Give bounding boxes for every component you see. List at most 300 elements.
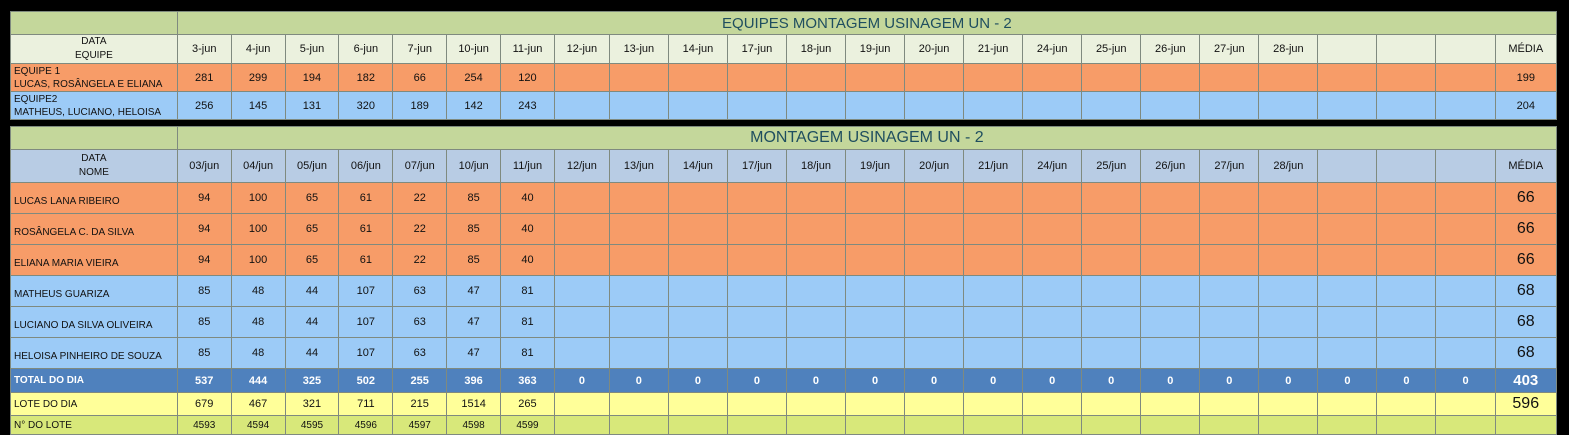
value-cell[interactable]: 0 (1377, 369, 1436, 393)
value-cell[interactable]: 0 (609, 369, 668, 393)
value-cell[interactable] (905, 183, 964, 214)
average-cell[interactable] (1495, 416, 1556, 435)
value-cell[interactable]: 0 (727, 369, 786, 393)
section-title[interactable]: EQUIPES MONTAGEM USINAGEM UN - 2 (177, 12, 1556, 35)
row-label-cell[interactable]: LOTE DO DIA (11, 393, 178, 416)
date-header-cell[interactable]: 21/jun (964, 150, 1023, 183)
value-cell[interactable]: 255 (393, 369, 447, 393)
value-cell[interactable] (1082, 245, 1141, 276)
value-cell[interactable] (1023, 338, 1082, 369)
value-cell[interactable] (668, 276, 727, 307)
value-cell[interactable] (1436, 338, 1495, 369)
team-label-cell[interactable] (11, 92, 178, 120)
value-cell[interactable] (1082, 276, 1141, 307)
value-cell[interactable]: 85 (447, 214, 501, 245)
value-cell[interactable] (1377, 183, 1436, 214)
value-cell[interactable]: 0 (905, 369, 964, 393)
value-cell[interactable] (1318, 416, 1377, 435)
value-cell[interactable] (1200, 307, 1259, 338)
value-cell[interactable] (1318, 214, 1377, 245)
date-header-cell[interactable]: 28-jun (1259, 35, 1318, 64)
value-cell[interactable] (727, 64, 786, 92)
value-cell[interactable] (1141, 393, 1200, 416)
value-cell[interactable]: 94 (177, 214, 231, 245)
average-cell[interactable]: 66 (1495, 214, 1556, 245)
value-cell[interactable] (1200, 416, 1259, 435)
value-cell[interactable] (554, 214, 609, 245)
date-header-cell[interactable]: 20-jun (905, 35, 964, 64)
value-cell[interactable] (727, 307, 786, 338)
value-cell[interactable]: 61 (339, 183, 393, 214)
value-cell[interactable]: 0 (1259, 369, 1318, 393)
date-header-cell[interactable]: 7-jun (393, 35, 447, 64)
title-corner-cell[interactable] (11, 127, 178, 150)
value-cell[interactable]: 142 (447, 92, 501, 120)
value-cell[interactable] (609, 183, 668, 214)
value-cell[interactable] (727, 338, 786, 369)
value-cell[interactable] (554, 393, 609, 416)
value-cell[interactable]: 44 (285, 307, 339, 338)
value-cell[interactable] (1200, 64, 1259, 92)
value-cell[interactable]: 61 (339, 245, 393, 276)
value-cell[interactable] (1318, 245, 1377, 276)
date-header-cell[interactable] (1436, 150, 1495, 183)
value-cell[interactable]: 44 (285, 338, 339, 369)
value-cell[interactable] (554, 416, 609, 435)
value-cell[interactable] (668, 393, 727, 416)
value-cell[interactable]: 396 (447, 369, 501, 393)
value-cell[interactable]: 0 (1436, 369, 1495, 393)
value-cell[interactable]: 107 (339, 276, 393, 307)
value-cell[interactable] (727, 416, 786, 435)
value-cell[interactable] (1377, 214, 1436, 245)
date-header-cell[interactable] (1377, 35, 1436, 64)
person-name-cell[interactable]: ROSÂNGELA C. DA SILVA (11, 214, 178, 245)
value-cell[interactable] (1082, 393, 1141, 416)
date-header-cell[interactable]: 26-jun (1141, 35, 1200, 64)
value-cell[interactable] (964, 64, 1023, 92)
date-header-cell[interactable]: 24/jun (1023, 150, 1082, 183)
value-cell[interactable] (727, 183, 786, 214)
average-cell[interactable]: 199 (1495, 64, 1556, 92)
value-cell[interactable] (1318, 338, 1377, 369)
value-cell[interactable] (964, 416, 1023, 435)
date-header-cell[interactable]: 18-jun (786, 35, 845, 64)
value-cell[interactable] (1023, 214, 1082, 245)
value-cell[interactable]: 256 (177, 92, 231, 120)
value-cell[interactable]: 107 (339, 338, 393, 369)
value-cell[interactable] (1082, 338, 1141, 369)
date-header-cell[interactable]: 18/jun (786, 150, 845, 183)
value-cell[interactable] (786, 393, 845, 416)
value-cell[interactable] (554, 276, 609, 307)
value-cell[interactable]: 182 (339, 64, 393, 92)
value-cell[interactable]: 145 (231, 92, 285, 120)
person-name-cell[interactable]: LUCIANO DA SILVA OLIVEIRA (11, 307, 178, 338)
value-cell[interactable] (1377, 64, 1436, 92)
value-cell[interactable]: 254 (447, 64, 501, 92)
row-label-cell[interactable]: N° DO LOTE (11, 416, 178, 435)
date-header-cell[interactable]: 17/jun (727, 150, 786, 183)
value-cell[interactable]: 4594 (231, 416, 285, 435)
value-cell[interactable]: 131 (285, 92, 339, 120)
value-cell[interactable]: 47 (447, 338, 501, 369)
average-header-cell[interactable]: MÉDIA (1495, 150, 1556, 183)
date-header-cell[interactable]: 05/jun (285, 150, 339, 183)
value-cell[interactable] (1023, 276, 1082, 307)
value-cell[interactable]: 0 (846, 369, 905, 393)
person-name-cell[interactable]: HELOISA PINHEIRO DE SOUZA (11, 338, 178, 369)
value-cell[interactable] (905, 92, 964, 120)
value-cell[interactable] (1259, 214, 1318, 245)
value-cell[interactable]: 81 (501, 338, 555, 369)
value-cell[interactable] (727, 276, 786, 307)
value-cell[interactable] (905, 416, 964, 435)
value-cell[interactable] (846, 307, 905, 338)
average-cell[interactable]: 66 (1495, 245, 1556, 276)
value-cell[interactable] (786, 214, 845, 245)
average-cell[interactable]: 66 (1495, 183, 1556, 214)
value-cell[interactable] (1082, 92, 1141, 120)
value-cell[interactable] (1377, 276, 1436, 307)
value-cell[interactable] (1023, 92, 1082, 120)
value-cell[interactable] (609, 393, 668, 416)
value-cell[interactable] (609, 276, 668, 307)
value-cell[interactable] (1141, 183, 1200, 214)
value-cell[interactable]: 1514 (447, 393, 501, 416)
value-cell[interactable] (668, 338, 727, 369)
date-header-cell[interactable]: 27-jun (1200, 35, 1259, 64)
value-cell[interactable] (905, 393, 964, 416)
value-cell[interactable] (1377, 245, 1436, 276)
value-cell[interactable]: 189 (393, 92, 447, 120)
value-cell[interactable] (786, 245, 845, 276)
average-cell[interactable]: 68 (1495, 276, 1556, 307)
value-cell[interactable] (1318, 307, 1377, 338)
value-cell[interactable] (1082, 183, 1141, 214)
value-cell[interactable] (554, 64, 609, 92)
value-cell[interactable]: 243 (501, 92, 555, 120)
value-cell[interactable] (846, 214, 905, 245)
value-cell[interactable] (1377, 416, 1436, 435)
value-cell[interactable] (609, 338, 668, 369)
value-cell[interactable]: 4596 (339, 416, 393, 435)
value-cell[interactable]: 0 (786, 369, 845, 393)
value-cell[interactable] (905, 64, 964, 92)
date-header-cell[interactable]: 26/jun (1141, 150, 1200, 183)
value-cell[interactable]: 679 (177, 393, 231, 416)
value-cell[interactable] (609, 245, 668, 276)
value-cell[interactable]: 22 (393, 183, 447, 214)
date-header-cell[interactable]: 24-jun (1023, 35, 1082, 64)
value-cell[interactable]: 100 (231, 245, 285, 276)
value-cell[interactable] (1141, 276, 1200, 307)
value-cell[interactable] (1082, 214, 1141, 245)
value-cell[interactable] (905, 276, 964, 307)
value-cell[interactable]: 467 (231, 393, 285, 416)
date-header-cell[interactable]: 17-jun (727, 35, 786, 64)
date-header-cell[interactable]: 03/jun (177, 150, 231, 183)
value-cell[interactable] (1259, 276, 1318, 307)
value-cell[interactable]: 85 (447, 245, 501, 276)
value-cell[interactable] (1200, 92, 1259, 120)
value-cell[interactable]: 0 (554, 369, 609, 393)
value-cell[interactable] (1141, 245, 1200, 276)
average-cell[interactable]: 68 (1495, 307, 1556, 338)
value-cell[interactable]: 85 (177, 307, 231, 338)
value-cell[interactable] (1141, 64, 1200, 92)
value-cell[interactable]: 194 (285, 64, 339, 92)
value-cell[interactable]: 85 (177, 338, 231, 369)
value-cell[interactable]: 100 (231, 214, 285, 245)
date-header-cell[interactable]: 12/jun (554, 150, 609, 183)
date-header-cell[interactable]: 13-jun (609, 35, 668, 64)
row-label-cell[interactable]: TOTAL DO DIA (11, 369, 178, 393)
value-cell[interactable]: 325 (285, 369, 339, 393)
value-cell[interactable]: 40 (501, 214, 555, 245)
value-cell[interactable]: 22 (393, 214, 447, 245)
value-cell[interactable]: 63 (393, 338, 447, 369)
date-header-cell[interactable] (1436, 35, 1495, 64)
value-cell[interactable]: 0 (1141, 369, 1200, 393)
value-cell[interactable] (727, 245, 786, 276)
value-cell[interactable] (1082, 416, 1141, 435)
date-header-cell[interactable]: 11/jun (501, 150, 555, 183)
value-cell[interactable]: 47 (447, 276, 501, 307)
value-cell[interactable] (786, 64, 845, 92)
value-cell[interactable] (846, 64, 905, 92)
date-header-cell[interactable]: 12-jun (554, 35, 609, 64)
value-cell[interactable] (1259, 183, 1318, 214)
value-cell[interactable] (846, 183, 905, 214)
value-cell[interactable] (668, 416, 727, 435)
value-cell[interactable]: 0 (668, 369, 727, 393)
value-cell[interactable] (554, 183, 609, 214)
value-cell[interactable] (786, 416, 845, 435)
value-cell[interactable]: 4597 (393, 416, 447, 435)
value-cell[interactable] (786, 183, 845, 214)
team-label-cell[interactable] (11, 64, 178, 92)
value-cell[interactable]: 4599 (501, 416, 555, 435)
date-header-cell[interactable]: 3-jun (177, 35, 231, 64)
value-cell[interactable] (668, 245, 727, 276)
value-cell[interactable]: 321 (285, 393, 339, 416)
value-cell[interactable]: 66 (393, 64, 447, 92)
title-corner-cell[interactable] (11, 12, 178, 35)
average-cell[interactable]: 204 (1495, 92, 1556, 120)
value-cell[interactable]: 61 (339, 214, 393, 245)
value-cell[interactable] (1436, 64, 1495, 92)
date-header-cell[interactable]: 21-jun (964, 35, 1023, 64)
value-cell[interactable]: 85 (177, 276, 231, 307)
value-cell[interactable] (1141, 92, 1200, 120)
value-cell[interactable]: 320 (339, 92, 393, 120)
person-name-cell[interactable]: LUCAS LANA RIBEIRO (11, 183, 178, 214)
value-cell[interactable] (1023, 393, 1082, 416)
value-cell[interactable] (1318, 393, 1377, 416)
date-header-cell[interactable]: 5-jun (285, 35, 339, 64)
value-cell[interactable]: 40 (501, 183, 555, 214)
value-cell[interactable] (554, 307, 609, 338)
date-header-cell[interactable]: 20/jun (905, 150, 964, 183)
value-cell[interactable]: 44 (285, 276, 339, 307)
value-cell[interactable] (1259, 416, 1318, 435)
value-cell[interactable] (1200, 338, 1259, 369)
value-cell[interactable] (964, 183, 1023, 214)
person-name-cell[interactable]: ELIANA MARIA VIEIRA (11, 245, 178, 276)
value-cell[interactable]: 711 (339, 393, 393, 416)
date-header-cell[interactable]: 04/jun (231, 150, 285, 183)
section-title[interactable]: MONTAGEM USINAGEM UN - 2 (177, 127, 1556, 150)
date-header-cell[interactable]: 10-jun (447, 35, 501, 64)
value-cell[interactable]: 265 (501, 393, 555, 416)
value-cell[interactable] (846, 276, 905, 307)
value-cell[interactable] (1377, 92, 1436, 120)
value-cell[interactable] (964, 92, 1023, 120)
value-cell[interactable] (668, 64, 727, 92)
value-cell[interactable]: 85 (447, 183, 501, 214)
date-header-cell[interactable]: 10/jun (447, 150, 501, 183)
value-cell[interactable] (609, 416, 668, 435)
value-cell[interactable]: 4598 (447, 416, 501, 435)
average-cell[interactable]: 403 (1495, 369, 1556, 393)
header-corner-cell[interactable] (11, 35, 178, 64)
value-cell[interactable]: 537 (177, 369, 231, 393)
date-header-cell[interactable]: 07/jun (393, 150, 447, 183)
value-cell[interactable]: 63 (393, 307, 447, 338)
value-cell[interactable]: 47 (447, 307, 501, 338)
value-cell[interactable] (786, 338, 845, 369)
value-cell[interactable] (1259, 393, 1318, 416)
value-cell[interactable]: 0 (1023, 369, 1082, 393)
value-cell[interactable] (1377, 307, 1436, 338)
value-cell[interactable] (1200, 214, 1259, 245)
value-cell[interactable] (609, 92, 668, 120)
date-header-cell[interactable]: 06/jun (339, 150, 393, 183)
value-cell[interactable] (964, 245, 1023, 276)
value-cell[interactable]: 4595 (285, 416, 339, 435)
value-cell[interactable]: 120 (501, 64, 555, 92)
value-cell[interactable]: 215 (393, 393, 447, 416)
value-cell[interactable] (1200, 183, 1259, 214)
value-cell[interactable] (1259, 245, 1318, 276)
value-cell[interactable]: 281 (177, 64, 231, 92)
value-cell[interactable]: 299 (231, 64, 285, 92)
value-cell[interactable] (1023, 245, 1082, 276)
value-cell[interactable] (668, 307, 727, 338)
value-cell[interactable] (1023, 64, 1082, 92)
value-cell[interactable]: 107 (339, 307, 393, 338)
value-cell[interactable] (1436, 92, 1495, 120)
date-header-cell[interactable]: 14/jun (668, 150, 727, 183)
value-cell[interactable] (846, 393, 905, 416)
value-cell[interactable] (1318, 92, 1377, 120)
date-header-cell[interactable]: 25-jun (1082, 35, 1141, 64)
value-cell[interactable] (1200, 276, 1259, 307)
value-cell[interactable]: 48 (231, 307, 285, 338)
value-cell[interactable]: 65 (285, 214, 339, 245)
value-cell[interactable] (727, 92, 786, 120)
person-name-cell[interactable]: MATHEUS GUARIZA (11, 276, 178, 307)
value-cell[interactable] (1200, 245, 1259, 276)
value-cell[interactable] (846, 245, 905, 276)
value-cell[interactable]: 63 (393, 276, 447, 307)
value-cell[interactable] (1318, 183, 1377, 214)
value-cell[interactable] (1318, 64, 1377, 92)
value-cell[interactable] (668, 214, 727, 245)
value-cell[interactable]: 502 (339, 369, 393, 393)
value-cell[interactable]: 94 (177, 245, 231, 276)
value-cell[interactable] (554, 245, 609, 276)
average-header-cell[interactable]: MÉDIA (1495, 35, 1556, 64)
average-cell[interactable]: 596 (1495, 393, 1556, 416)
value-cell[interactable]: 65 (285, 183, 339, 214)
average-cell[interactable]: 68 (1495, 338, 1556, 369)
value-cell[interactable] (1259, 64, 1318, 92)
date-header-cell[interactable]: 11-jun (501, 35, 555, 64)
value-cell[interactable] (786, 276, 845, 307)
value-cell[interactable] (846, 338, 905, 369)
value-cell[interactable] (1436, 183, 1495, 214)
value-cell[interactable] (1436, 245, 1495, 276)
value-cell[interactable] (1436, 416, 1495, 435)
value-cell[interactable]: 48 (231, 338, 285, 369)
value-cell[interactable]: 81 (501, 307, 555, 338)
value-cell[interactable] (1023, 307, 1082, 338)
value-cell[interactable] (1141, 416, 1200, 435)
value-cell[interactable] (964, 393, 1023, 416)
value-cell[interactable] (609, 64, 668, 92)
date-header-cell[interactable] (1318, 35, 1377, 64)
value-cell[interactable]: 22 (393, 245, 447, 276)
value-cell[interactable]: 65 (285, 245, 339, 276)
value-cell[interactable] (609, 214, 668, 245)
date-header-cell[interactable]: 19-jun (846, 35, 905, 64)
value-cell[interactable]: 444 (231, 369, 285, 393)
value-cell[interactable] (964, 307, 1023, 338)
value-cell[interactable]: 40 (501, 245, 555, 276)
value-cell[interactable] (964, 276, 1023, 307)
date-header-cell[interactable]: 4-jun (231, 35, 285, 64)
value-cell[interactable]: 94 (177, 183, 231, 214)
value-cell[interactable] (846, 416, 905, 435)
value-cell[interactable] (1259, 307, 1318, 338)
value-cell[interactable] (554, 92, 609, 120)
value-cell[interactable]: 0 (1318, 369, 1377, 393)
date-header-cell[interactable]: 19/jun (846, 150, 905, 183)
value-cell[interactable] (964, 338, 1023, 369)
value-cell[interactable] (1141, 338, 1200, 369)
date-header-cell[interactable]: 6-jun (339, 35, 393, 64)
value-cell[interactable] (1023, 416, 1082, 435)
value-cell[interactable]: 4593 (177, 416, 231, 435)
value-cell[interactable] (554, 338, 609, 369)
value-cell[interactable] (1082, 307, 1141, 338)
value-cell[interactable] (964, 214, 1023, 245)
value-cell[interactable] (1318, 276, 1377, 307)
value-cell[interactable]: 0 (1082, 369, 1141, 393)
date-header-cell[interactable]: 25/jun (1082, 150, 1141, 183)
value-cell[interactable] (727, 393, 786, 416)
value-cell[interactable] (1082, 64, 1141, 92)
value-cell[interactable] (1377, 393, 1436, 416)
date-header-cell[interactable] (1377, 150, 1436, 183)
value-cell[interactable]: 0 (1200, 369, 1259, 393)
value-cell[interactable] (668, 183, 727, 214)
value-cell[interactable] (609, 307, 668, 338)
value-cell[interactable] (1259, 92, 1318, 120)
value-cell[interactable] (905, 214, 964, 245)
